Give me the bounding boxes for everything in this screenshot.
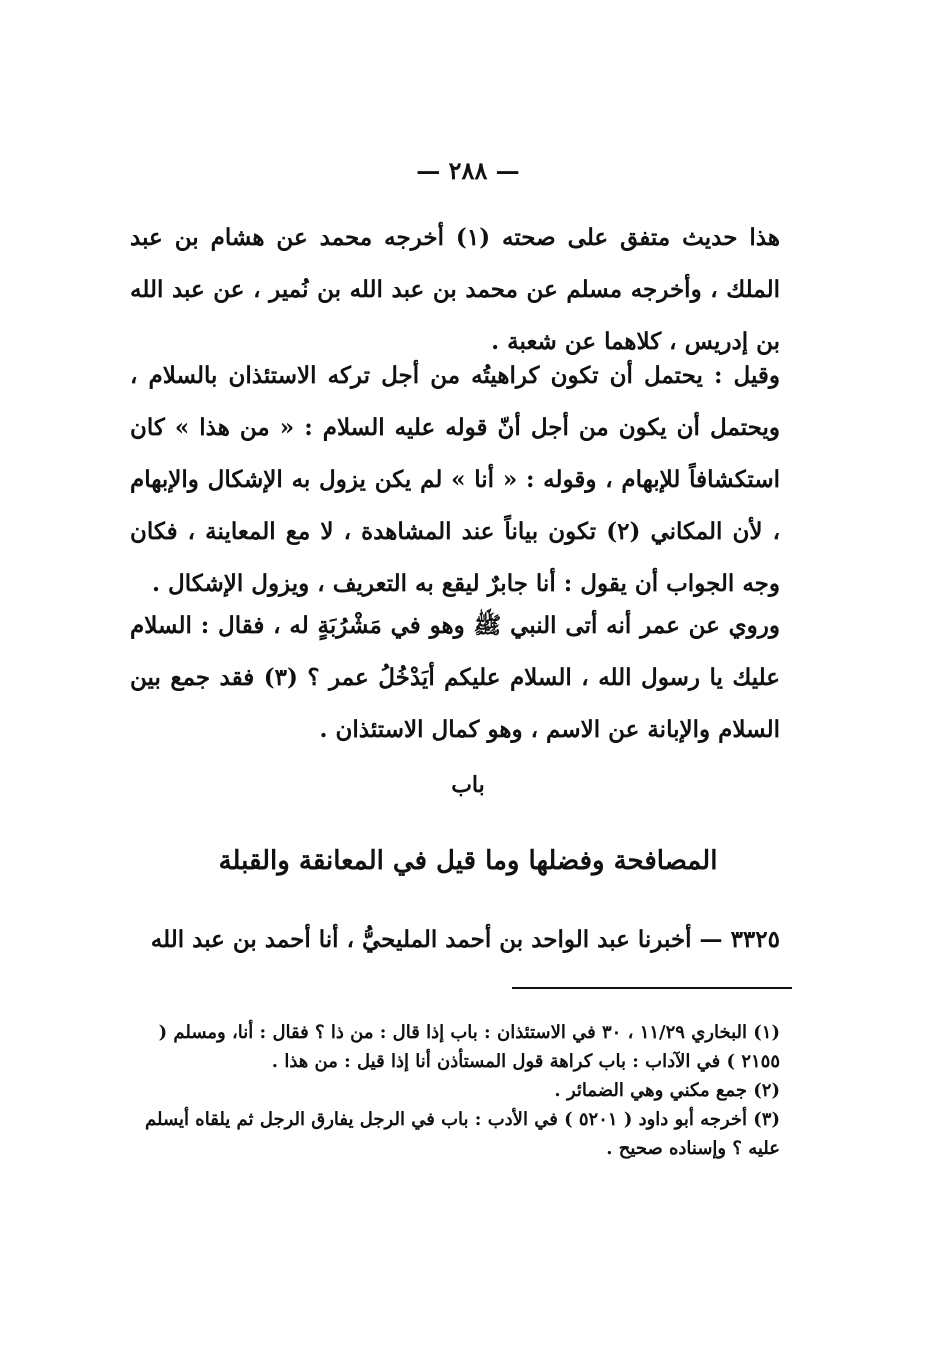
footnote-divider <box>512 987 792 989</box>
body-paragraph-1: هذا حديث متفق على صحته (١) أخرجه محمد عن هشام بن عبد الملك ، وأخرجه مسلم عن محمد بن عبد الله بن نُمير ، عن عبد الله بن إدريس ، كلاهما عن شعبة . <box>130 224 780 355</box>
footnotes <box>132 1018 780 1163</box>
chapter-label: باب <box>451 772 485 798</box>
hadith-line: ٣٣٢٥ — أخبرنا عبد الواحد بن أحمد المليحيُّ ، أنا أحمد بن عبد الله <box>150 926 780 953</box>
page-number: — ٢٨٨ — <box>416 156 520 185</box>
body-paragraph-2: وقيل : يحتمل أن تكون كراهيتُه من أجل تركه الاستئذان بالسلام ، ويحتمل أن يكون من أجل أنّ قوله عليه السلام : « من هذا » كان استكشافاً للإبهام ، وقوله : « أنا » لم يكن يزول به الإشكال والإبهام ، لأن المكاني (٢) تكون بياناً عند المشاهدة ، لا مع المعاينة ، فكان وجه الجواب أن يقول : أنا جابرٌ ليقع به التعريف ، ويزول الإشكال . <box>130 362 781 597</box>
footnote-2: (٢) جمع مكني وهي الضمائر . <box>554 1080 780 1101</box>
body-paragraph-3: وروي عن عمر أنه أتى النبي ﷺ وهو في مَشْرُبَةٍ له ، فقال : السلام عليك يا رسول الله ، السلام عليكم أيَدْخُلُ عمر ؟ (٣) فقد جمع بين السلام والإبانة عن الاسم ، وهو كمال الاستئذان . <box>130 612 780 743</box>
footnote-3: (٣) أخرجه أبو داود ( ٥٢٠١ ) في الأدب : باب في الرجل يفارق الرجل ثم يلقاه أيسلم عليه ؟ وإسناده صحيح . <box>145 1109 780 1159</box>
footnote-1: (١) البخاري ١١/٢٩ ، ٣٠ في الاستئذان : باب إذا قال : من ذا ؟ فقال : أنا، ومسلم ( ٢١٥٥ ) في الآداب : باب كراهة قول المستأذن أنا إذا قيل : من هذا . <box>158 1022 780 1072</box>
chapter-title: المصافحة وفضلها وما قيل في المعانقة والقبلة <box>218 846 718 876</box>
